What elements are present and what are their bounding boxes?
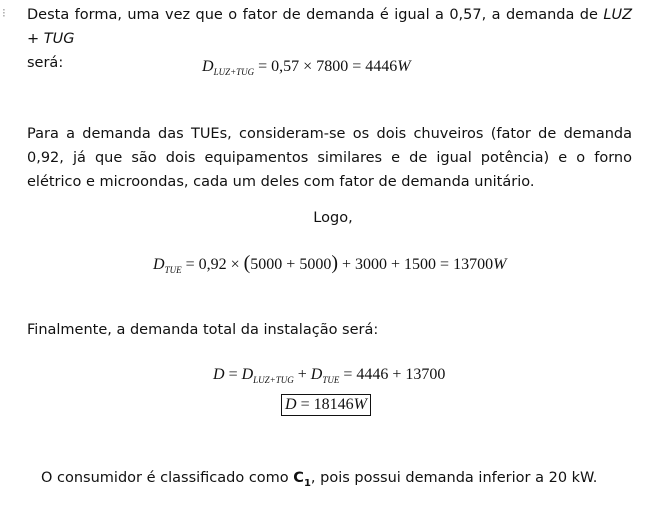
eq3-d-symbol: D	[213, 366, 225, 383]
eq3-d2-symbol: D	[310, 366, 323, 383]
consumer-class-subscript: 1	[303, 477, 311, 489]
luz-tug-variable: LUZ + TUG	[27, 7, 632, 47]
equation-d-total	[213, 365, 445, 385]
conclusion-text-a: O consumidor é classificado como	[41, 470, 294, 486]
eq1-rhs: = 0,57 × 7800 = 4446	[254, 58, 398, 75]
eq1-subscript: LUZ+TUG	[213, 67, 255, 77]
logo-text: Logo,	[313, 210, 353, 226]
eq3-plus: +	[293, 366, 311, 383]
paragraph-intro-text: Desta forma, uma vez que o fator de demanda é igual a 0,57, a demanda de	[27, 7, 604, 23]
eq3-d1-symbol: D	[241, 366, 254, 383]
paragraph-final: Finalmente, a demanda total da instalação será:	[27, 322, 379, 338]
eq4-d-symbol: D	[285, 396, 297, 413]
margin-marker: ⁝	[2, 6, 6, 20]
eq2-subscript: TUE	[164, 265, 182, 275]
paragraph-conclusion	[41, 466, 646, 490]
consumer-class	[293, 470, 311, 489]
eq3-subscript-2: TUE	[322, 375, 340, 385]
paragraph-tue: Para a demanda das TUEs, consideram-se os dois chuveiros (fator de demanda 0,92, já que são dois equipamentos similares e de igual potência) e o forno elétrico e microondas, cada um deles com fator de demanda unitário.	[27, 126, 632, 190]
eq3-rhs: = 4446 + 13700	[339, 366, 446, 383]
conclusion-text-b: , pois possui demanda inferior a 20 kW.	[310, 470, 598, 486]
eq2-open-paren: (	[243, 252, 251, 274]
eq2-d-symbol: D	[153, 256, 165, 273]
eq2-unit: W	[493, 256, 507, 273]
equation-d-luz-tug	[202, 57, 411, 77]
eq1-d-symbol: D	[202, 58, 214, 75]
eq3-equals: =	[224, 366, 242, 383]
eq1-unit: W	[397, 58, 411, 75]
eq2-inner: 5000 + 5000	[250, 256, 332, 273]
eq2-close-paren: )	[331, 252, 338, 274]
eq3-subscript-1: LUZ+TUG	[253, 375, 294, 385]
equation-d-tue	[153, 253, 506, 275]
consumer-class-letter: C	[293, 470, 304, 486]
paragraph-intro-end: será:	[27, 55, 64, 71]
eq4-rhs: = 18146	[296, 396, 354, 413]
eq2-rest: + 3000 + 1500 = 13700	[338, 256, 494, 273]
equation-result-box	[281, 394, 371, 416]
eq4-unit: W	[353, 396, 367, 413]
eq2-coefficient: = 0,92 ×	[181, 256, 244, 273]
